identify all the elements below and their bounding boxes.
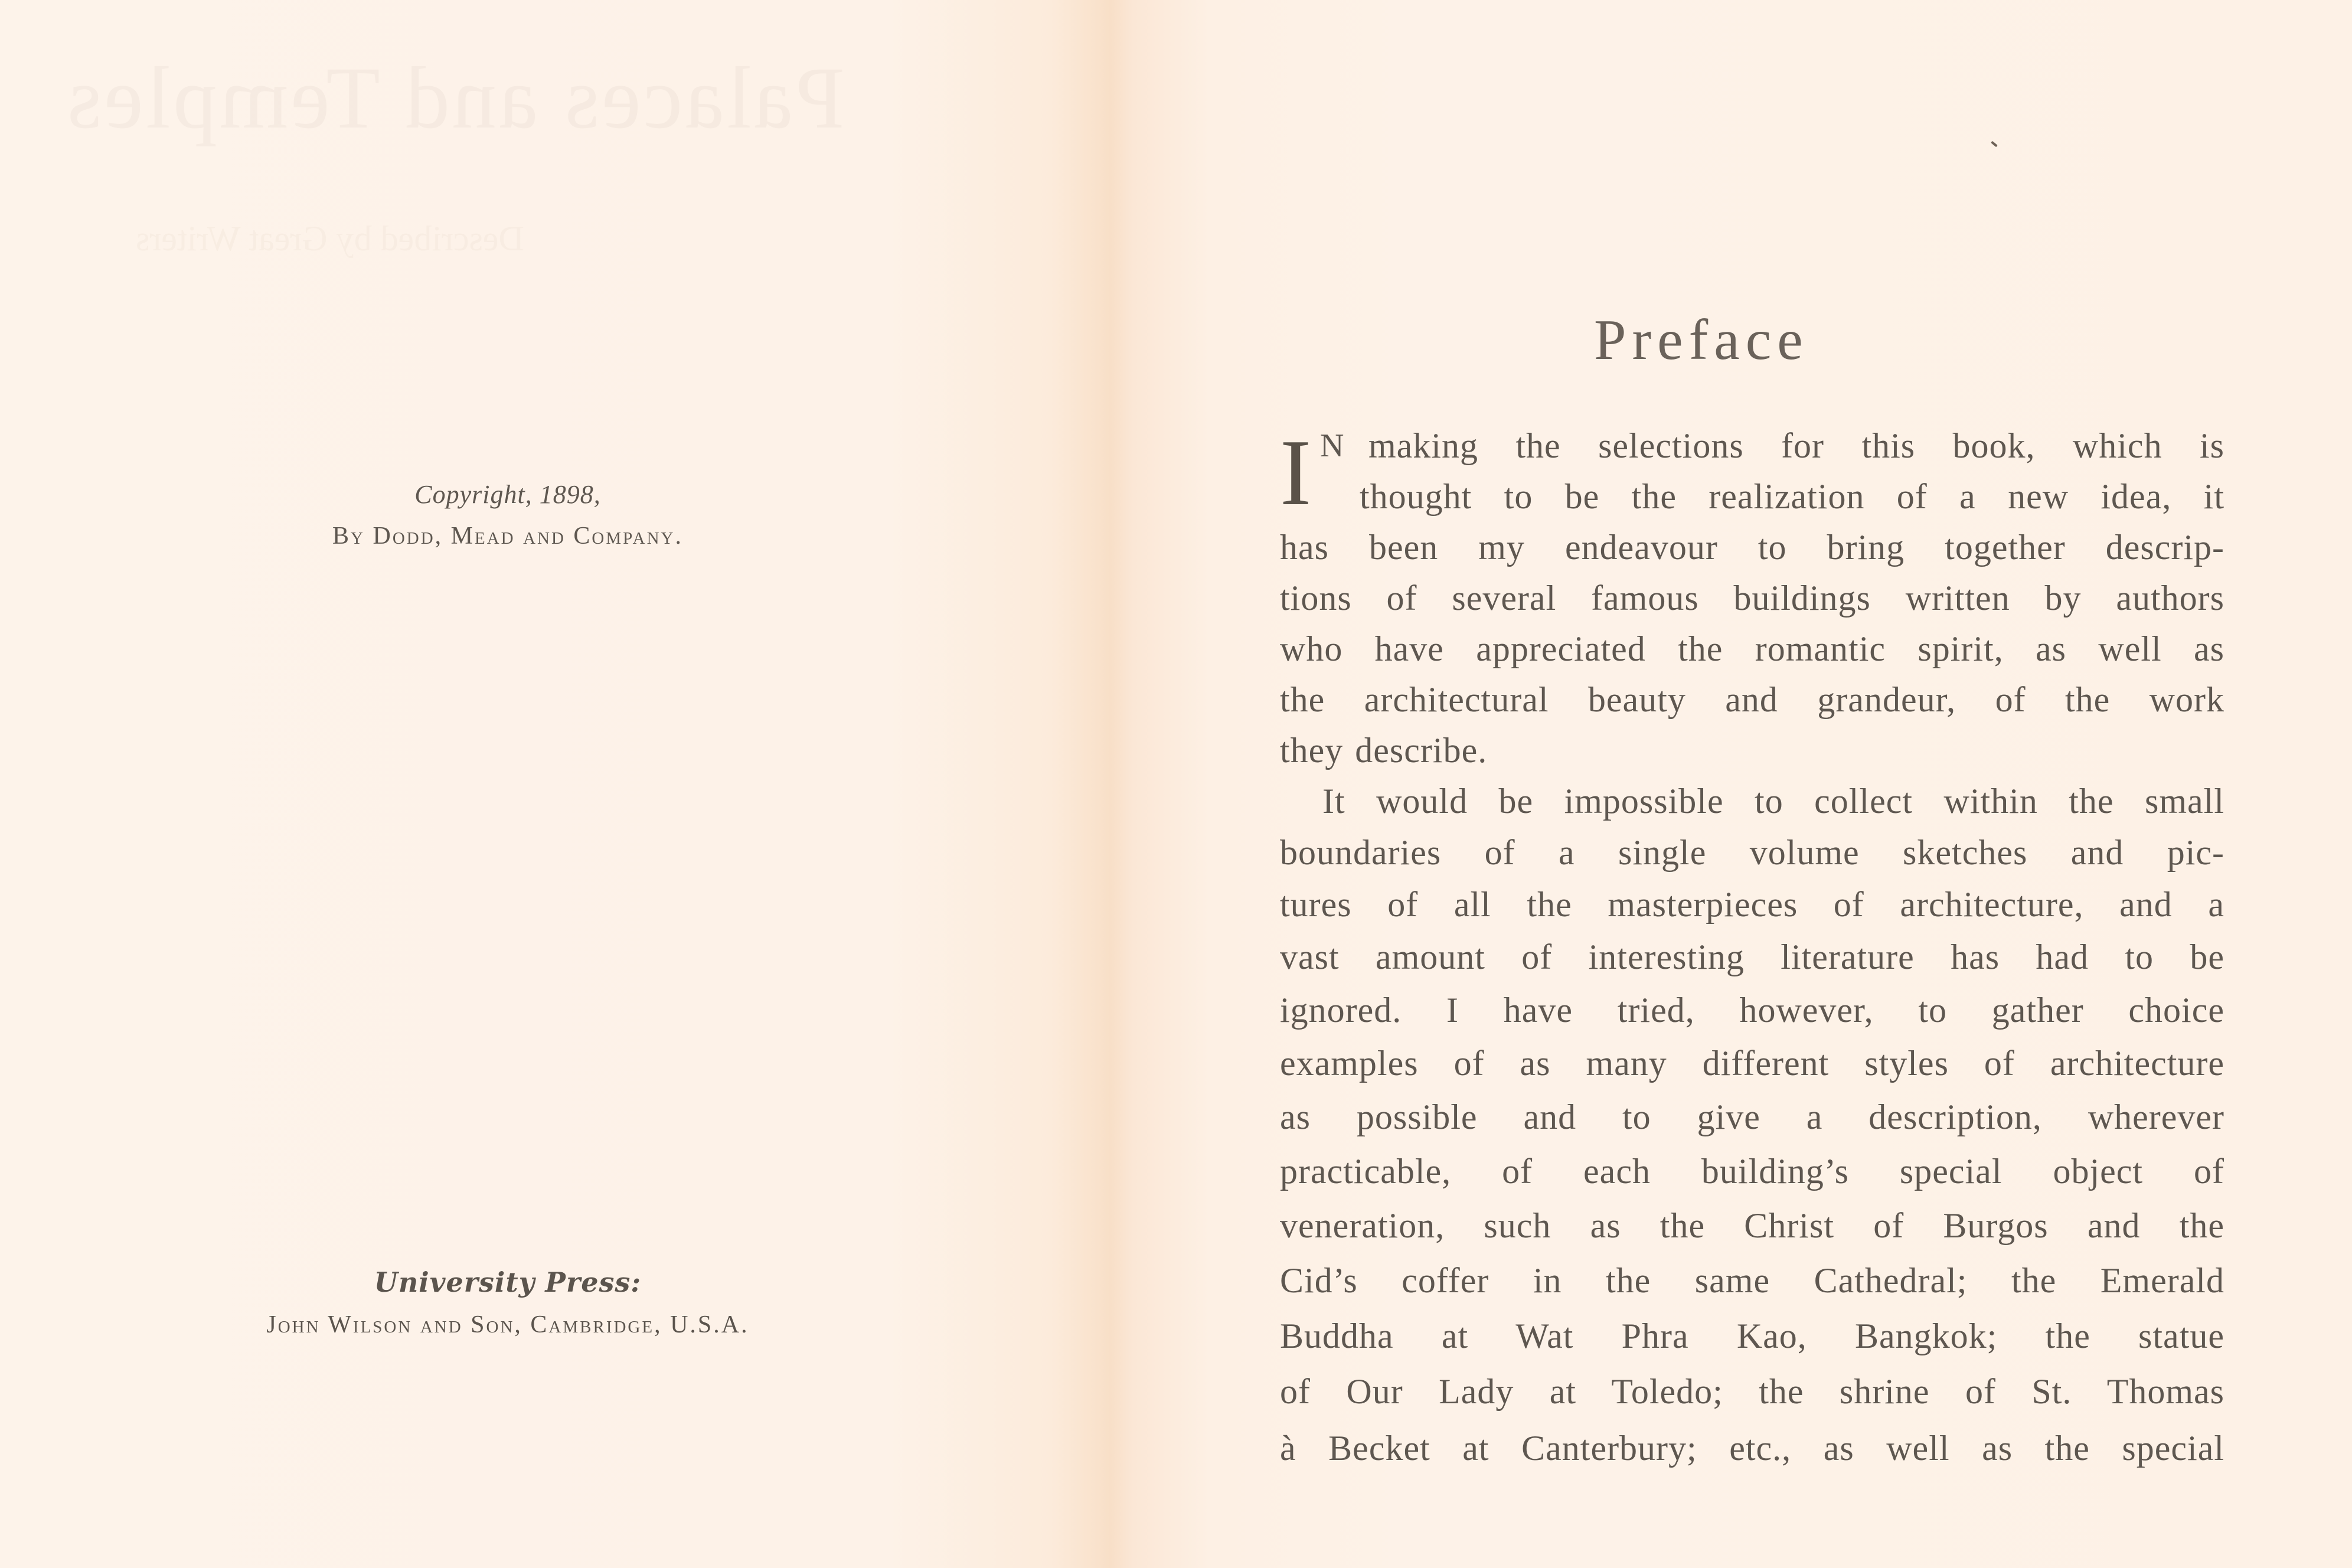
- left-page-copyright: [0, 0, 1110, 1568]
- drop-cap-continuation: N: [1320, 427, 1344, 464]
- text-line: tures of all the masterpieces of architecture, and a: [1280, 885, 2224, 924]
- copyright-notice: [0, 477, 1015, 555]
- text-line: à Becket at Canterbury; etc., as well as the special: [1280, 1429, 2224, 1468]
- show-through-title: Palaces and Temples: [65, 49, 845, 147]
- text-line: practicable, of each building’s special object of: [1280, 1152, 2224, 1191]
- text-line: as possible and to give a description, wherever: [1280, 1097, 2224, 1136]
- copyright-year: Copyright, 1898,: [414, 480, 601, 509]
- printer-name: John Wilson and Son, Cambridge, U.S.A.: [266, 1311, 749, 1338]
- text-line: they describe.: [1280, 731, 1488, 770]
- text-line: It would be impossible to collect within the small: [1322, 782, 2224, 821]
- printer-imprint: [0, 1263, 1015, 1344]
- text-line: of Our Lady at Toledo; the shrine of St. Thomas: [1280, 1372, 2224, 1411]
- press-name: University Press:: [374, 1266, 642, 1298]
- text-line: has been my endeavour to bring together descrip-: [1280, 528, 2224, 567]
- text-line: ignored. I have tried, however, to gather choice: [1280, 991, 2224, 1030]
- text-line: vast amount of interesting literature has had to be: [1280, 937, 2224, 976]
- text-line: the architectural beauty and grandeur, of the work: [1280, 680, 2224, 719]
- text-line: Buddha at Wat Phra Kao, Bangkok; the statue: [1280, 1317, 2224, 1355]
- text-line: making the selections for this book, which is: [1368, 426, 2224, 465]
- show-through-subtitle: [136, 218, 524, 259]
- publisher-name: By Dodd, Mead and Company.: [332, 522, 683, 550]
- text-line: veneration, such as the Christ of Burgos and the: [1280, 1206, 2224, 1245]
- text-line: Cid’s coffer in the same Cathedral; the Emerald: [1280, 1261, 2224, 1300]
- page-title: Preface: [1594, 308, 1809, 372]
- text-line: who have appreciated the romantic spirit, as well as: [1280, 629, 2224, 668]
- preface-body: [1280, 420, 2224, 1476]
- text-line: thought to be the realization of a new idea, it: [1360, 477, 2224, 516]
- text-line: boundaries of a single volume sketches and pic-: [1280, 833, 2224, 872]
- text-line: examples of as many different styles of architecture: [1280, 1044, 2224, 1083]
- text-line: tions of several famous buildings written by authors: [1280, 579, 2224, 618]
- drop-cap-letter: I: [1280, 420, 1312, 525]
